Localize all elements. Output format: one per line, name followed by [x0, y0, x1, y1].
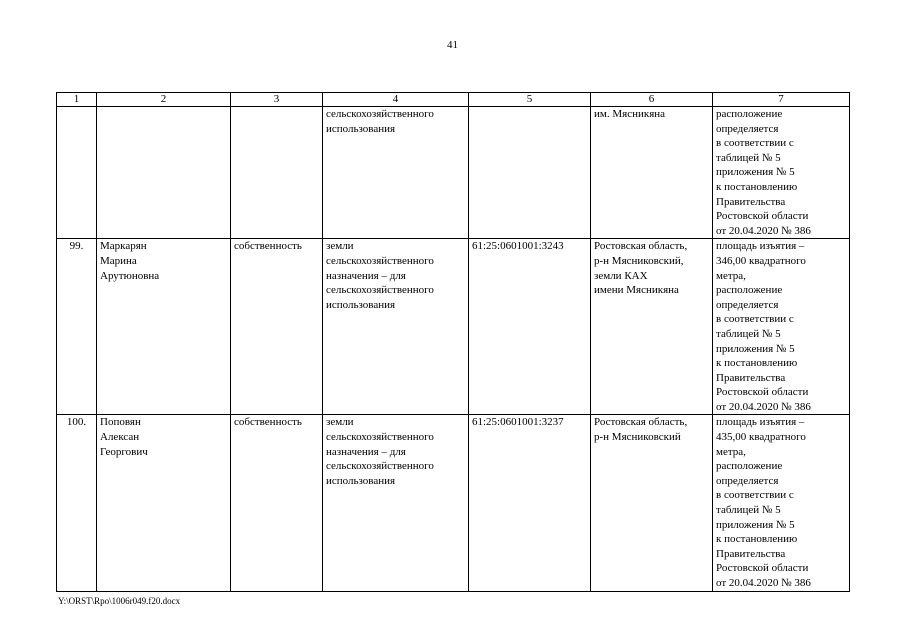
row-number — [57, 107, 97, 239]
right-type — [231, 107, 323, 239]
column-header-7: 7 — [713, 93, 850, 107]
row-number: 100. — [57, 415, 97, 591]
land-category: сельскохозяйственного использования — [323, 107, 469, 239]
page-number: 41 — [447, 39, 458, 51]
location: Ростовская область, р-н Мясниковский, земли КАХ имени Мясникяна — [591, 239, 713, 415]
footer-file-path: Y:\ORST\Rpo\1006r049.f20.docx — [58, 596, 181, 606]
location: Ростовская область, р-н Мясниковский — [591, 415, 713, 591]
land-category: земли сельскохозяйственного назначения – для сельскохозяйственного использования — [323, 415, 469, 591]
owner-name — [97, 107, 231, 239]
column-header-6: 6 — [591, 93, 713, 107]
notes: площадь изъятия – 435,00 квадратного метра, расположение определяется в соответствии с таблицей № 5 приложения № 5 к постановлению Правительства Ростовской области от 20.04.2020 № 386 — [713, 415, 850, 591]
table-row — [57, 239, 850, 415]
column-header-5: 5 — [469, 93, 591, 107]
owner-name: Поповян Алексан Георгович — [97, 415, 231, 591]
table-row — [57, 107, 850, 239]
table-row — [57, 415, 850, 591]
location: им. Мясникяна — [591, 107, 713, 239]
row-number: 99. — [57, 239, 97, 415]
notes: площадь изъятия – 346,00 квадратного метра, расположение определяется в соответствии с таблицей № 5 приложения № 5 к постановлению Правительства Ростовской области от 20.04.2020 № 386 — [713, 239, 850, 415]
owner-name: Маркарян Марина Арутюновна — [97, 239, 231, 415]
cadastral-number: 61:25:0601001:3237 — [469, 415, 591, 591]
column-header-3: 3 — [231, 93, 323, 107]
notes: расположение определяется в соответствии с таблицей № 5 приложения № 5 к постановлению Правительства Ростовской области от 20.04.2020 № 386 — [713, 107, 850, 239]
right-type: собственность — [231, 239, 323, 415]
column-header-2: 2 — [97, 93, 231, 107]
table-header-row — [57, 93, 850, 107]
column-header-4: 4 — [323, 93, 469, 107]
right-type: собственность — [231, 415, 323, 591]
cadastral-number: 61:25:0601001:3243 — [469, 239, 591, 415]
land-category: земли сельскохозяйственного назначения – для сельскохозяйственного использования — [323, 239, 469, 415]
column-header-1: 1 — [57, 93, 97, 107]
cadastral-number — [469, 107, 591, 239]
land-table — [56, 92, 850, 592]
